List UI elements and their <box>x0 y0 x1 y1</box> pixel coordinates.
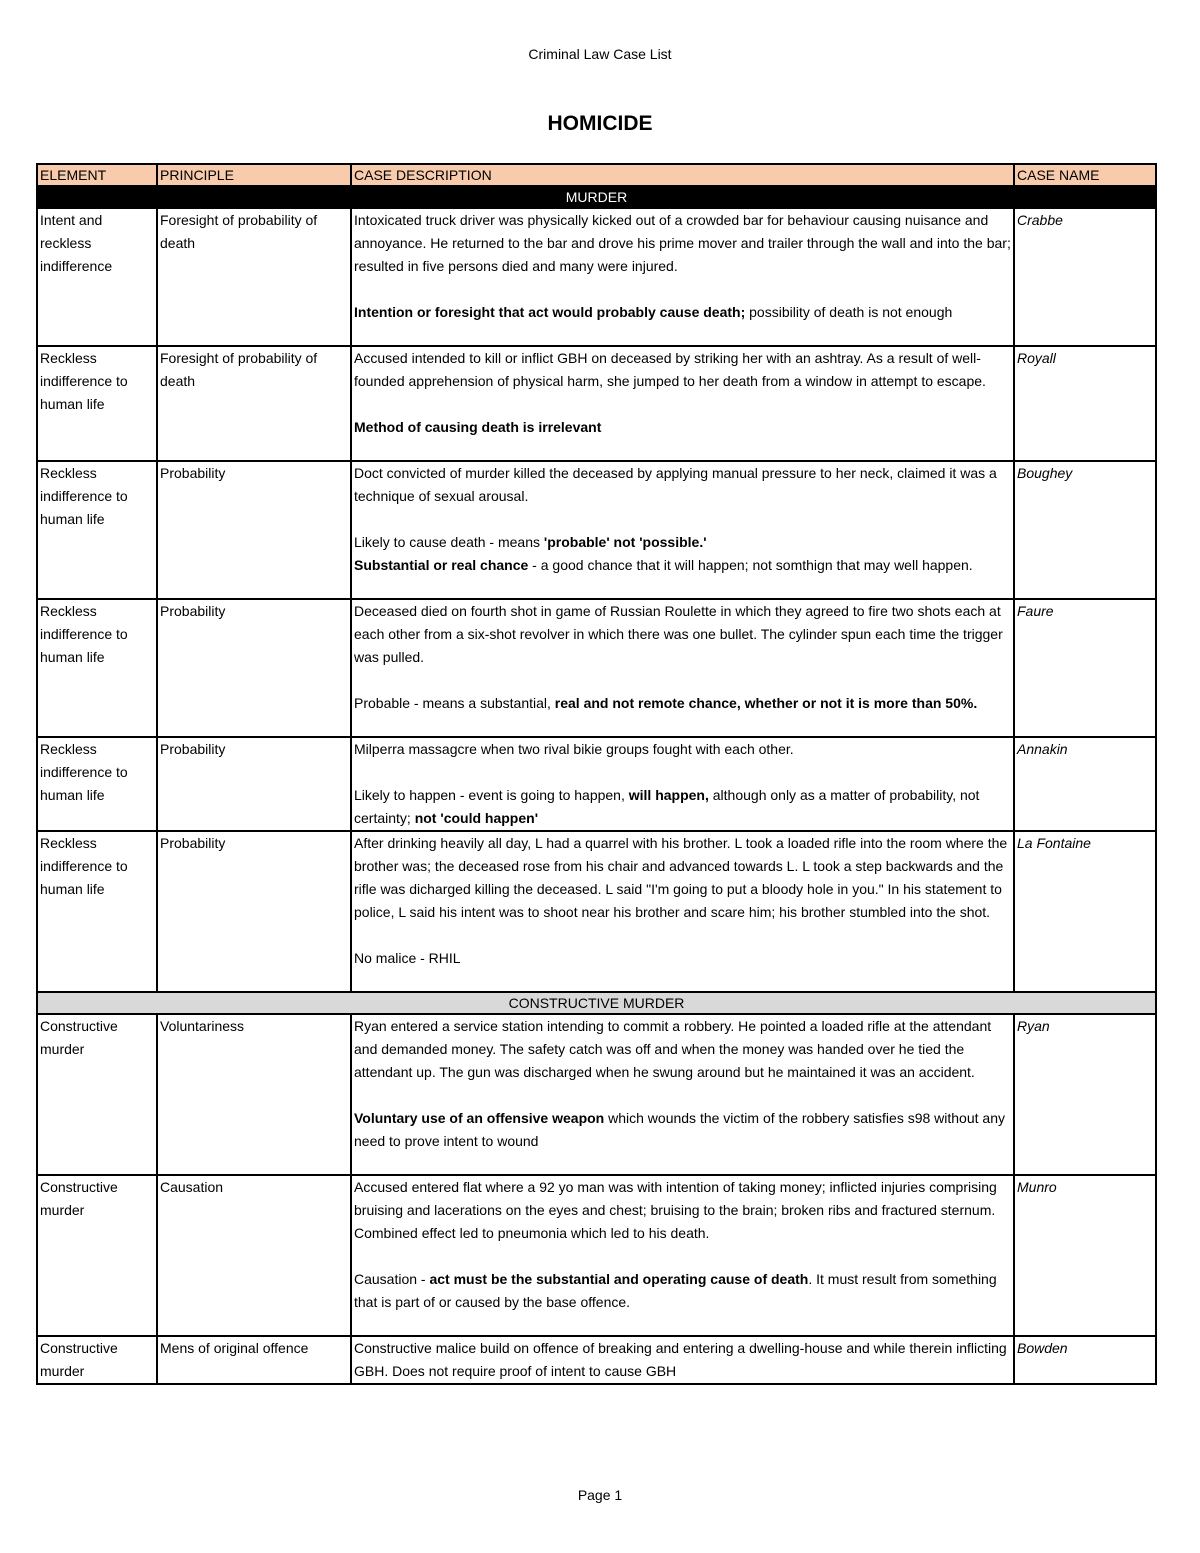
element-cell: Intent and reckless indifference <box>37 208 157 346</box>
page-title: HOMICIDE <box>547 112 653 135</box>
principle-cell: Foresight of probability of death <box>157 346 351 461</box>
description-text: is irrelevant <box>518 419 602 435</box>
description-text: Likely to happen - event is going to happen, <box>354 787 629 803</box>
description-cell <box>351 1014 1014 1175</box>
table-row <box>37 831 1156 992</box>
description-cell <box>351 208 1014 346</box>
case-name-cell: Bowden <box>1014 1336 1156 1384</box>
table-row <box>37 208 1156 346</box>
column-header-description: CASE DESCRIPTION <box>351 164 1014 186</box>
element-cell: Reckless indifference to human life <box>37 346 157 461</box>
description-bold: will happen, <box>628 787 709 803</box>
principle-cell: Probability <box>157 461 351 599</box>
description-cell <box>351 599 1014 737</box>
description-text: Probable - means a substantial, <box>354 695 555 711</box>
description-text: which wounds the victim of the robbery satisfies s98 without any need to prove intent to wound <box>354 1110 1005 1149</box>
case-name-cell: La Fontaine <box>1014 831 1156 992</box>
description-text: Milperra massagcre when two rival bikie groups fought with each other. <box>354 741 794 757</box>
table-row <box>37 737 1156 831</box>
description-bold: Substantial or real chance <box>354 557 529 573</box>
table-row <box>37 461 1156 599</box>
description-text: Causation - <box>354 1271 430 1287</box>
element-cell: Reckless indifference to human life <box>37 737 157 831</box>
case-name-cell: Faure <box>1014 599 1156 737</box>
description-bold: not 'could happen' <box>414 810 539 826</box>
description-text: Accused entered flat where a 92 yo man was with intention of taking money; inflicted injuries comprising bruising and lacerations on the eyes and chest; bruising to the brain; broken ribs and fractured sternum. Combined effect led to pneumonia which led to his death. <box>354 1179 997 1241</box>
case-name-cell: Crabbe <box>1014 208 1156 346</box>
description-text: - a good chance that it will happen; not somthign that may well happen. <box>528 557 973 573</box>
section-row-constructive-murder <box>37 992 1156 1014</box>
description-text: After drinking heavily all day, L had a quarrel with his brother. L took a loaded rifle into the room where the brother was; the deceased rose from his chair and advanced towards L. L took a step backwards and the rifle was dicharged killing the deceased. L said "I'm going to put a bloody hole in you." In his statement to police, L said his intent was to shoot near his brother and scare him; his brother stumbled into the shot. <box>354 835 1008 920</box>
case-table <box>36 163 1157 1385</box>
description-cell <box>351 1336 1014 1384</box>
description-cell <box>351 1175 1014 1336</box>
table-header-row <box>37 164 1156 186</box>
case-name-cell: Annakin <box>1014 737 1156 831</box>
table-row <box>37 1336 1156 1384</box>
table-row <box>37 1175 1156 1336</box>
principle-cell: Causation <box>157 1175 351 1336</box>
section-title-murder: MURDER <box>37 186 1156 208</box>
description-text: . It must result from something that is part of or caused by the base offence. <box>354 1271 997 1310</box>
element-cell: Constructive murder <box>37 1175 157 1336</box>
description-bold: 'probable' not 'possible.' <box>543 534 707 550</box>
description-bold: Intention or foresight that act would probably cause death; <box>354 304 746 320</box>
element-cell: Reckless indifference to human life <box>37 461 157 599</box>
section-title-constructive-murder: CONSTRUCTIVE MURDER <box>37 992 1156 1014</box>
description-text: Constructive malice build on offence of breaking and entering a dwelling-house and while therein inflicting GBH. Does not require proof of intent to cause GBH <box>354 1340 1007 1379</box>
description-text: Doct convicted of murder killed the deceased by applying manual pressure to her neck, claimed it was a technique of sexual arousal. <box>354 465 997 504</box>
page-number: Page 1 <box>577 1487 623 1503</box>
description-text: possibility of death is not enough <box>745 304 953 320</box>
principle-cell: Foresight of probability of death <box>157 208 351 346</box>
description-bold: act must be the substantial and operating cause of death <box>429 1271 809 1287</box>
principle-cell: Probability <box>157 737 351 831</box>
element-cell: Constructive murder <box>37 1014 157 1175</box>
page-header: Criminal Law Case List <box>528 46 672 62</box>
principle-cell: Probability <box>157 599 351 737</box>
column-header-element: ELEMENT <box>37 164 157 186</box>
description-cell <box>351 346 1014 461</box>
description-text: Accused intended to kill or inflict GBH on deceased by striking her with an ashtray. As a result of well-founded apprehension of physical harm, she jumped to her death from a window in attempt to escape. <box>354 350 986 389</box>
section-row-murder <box>37 186 1156 208</box>
case-name-cell: Ryan <box>1014 1014 1156 1175</box>
description-bold: Voluntary use of an offensive weapon <box>354 1110 605 1126</box>
description-text: although only as a matter of probability, not certainty; <box>354 787 980 826</box>
column-header-principle: PRINCIPLE <box>157 164 351 186</box>
table-row <box>37 1014 1156 1175</box>
principle-cell: Probability <box>157 831 351 992</box>
element-cell: Reckless indifference to human life <box>37 831 157 992</box>
element-cell: Constructive murder <box>37 1336 157 1384</box>
element-cell: Reckless indifference to human life <box>37 599 157 737</box>
description-cell <box>351 737 1014 831</box>
case-name-cell: Royall <box>1014 346 1156 461</box>
description-cell <box>351 461 1014 599</box>
table-row <box>37 599 1156 737</box>
principle-cell: Voluntariness <box>157 1014 351 1175</box>
description-text: No malice - RHIL <box>354 950 461 966</box>
description-text: Intoxicated truck driver was physically kicked out of a crowded bar for behaviour causing nuisance and annoyance. He returned to the bar and drove his prime mover and trailer through the wall and into the bar; resulted in five persons died and many were injured. <box>354 212 1011 274</box>
description-cell <box>351 831 1014 992</box>
description-text: Ryan entered a service station intending to commit a robbery. He pointed a loaded rifle at the attendant and demanded money. The safety catch was off and when the money was handed over he tied the attendant up. The gun was discharged when he swung around but he maintained it was an accident. <box>354 1018 992 1080</box>
description-bold: Method of causing death <box>354 419 519 435</box>
column-header-case-name: CASE NAME <box>1014 164 1156 186</box>
principle-cell: Mens of original offence <box>157 1336 351 1384</box>
case-name-cell: Boughey <box>1014 461 1156 599</box>
description-text: Likely to cause death - means <box>354 534 544 550</box>
case-name-cell: Munro <box>1014 1175 1156 1336</box>
table-row <box>37 346 1156 461</box>
description-bold: real and not remote chance, whether or not it is more than 50%. <box>554 695 978 711</box>
description-text: Deceased died on fourth shot in game of Russian Roulette in which they agreed to fire two shots each at each other from a six-shot revolver in which there was one bullet. The cylinder spun each time the trigger was pulled. <box>354 603 1003 665</box>
